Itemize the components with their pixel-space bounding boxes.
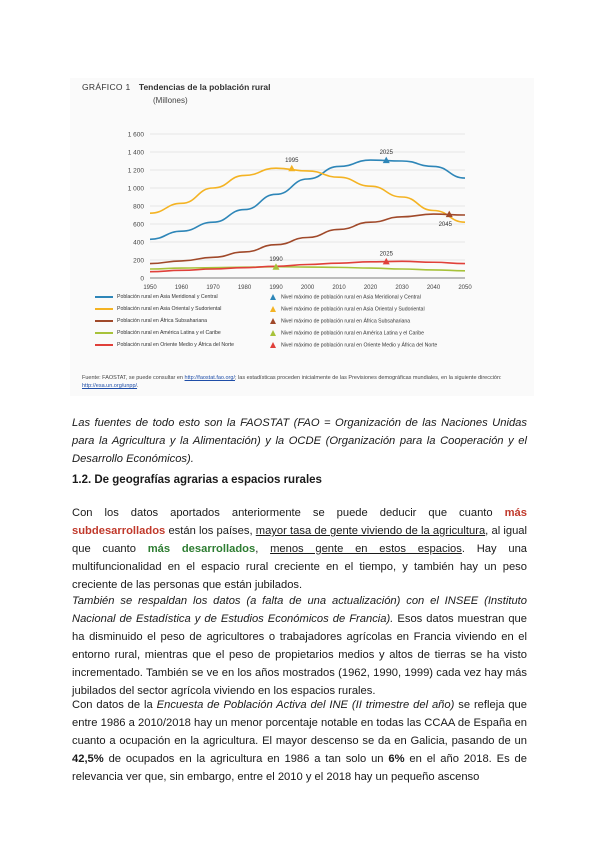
y-tick-label: 600 bbox=[133, 221, 144, 229]
source-text: Fuente: FAOSTAT, se puede consultar en bbox=[82, 375, 185, 381]
p1-underline-1: mayor tasa de gente viviendo de la agricultura bbox=[255, 525, 486, 537]
legend-swatch bbox=[95, 344, 113, 346]
y-tick-label: 800 bbox=[133, 203, 144, 211]
legend-label: Población rural en Asia Meridional y Central bbox=[117, 294, 218, 300]
p3-italic: Encuesta de Población Activa del INE (II trimestre del año) bbox=[156, 699, 455, 711]
figure-subtitle: (Millones) bbox=[153, 96, 188, 105]
paragraph-3 bbox=[72, 696, 527, 786]
x-tick-label: 2010 bbox=[332, 285, 346, 291]
legend-peak-item bbox=[270, 342, 437, 348]
legend-peak-label: Nivel máximo de población rural en Asia Oriental y Sudoriental bbox=[281, 306, 425, 313]
series-line-0 bbox=[150, 160, 465, 239]
p3-bold-2: 6% bbox=[388, 753, 405, 765]
legend-peak-label: Nivel máximo de población rural en América Latina y el Caribe bbox=[281, 330, 425, 337]
paragraph-1 bbox=[72, 504, 527, 594]
y-tick-label: 1 400 bbox=[127, 149, 144, 157]
figure-source bbox=[82, 374, 502, 390]
legend-swatch bbox=[95, 308, 113, 310]
series-line-2 bbox=[150, 214, 465, 264]
peak-label: 2045 bbox=[438, 222, 452, 229]
figure-caption: Las fuentes de todo esto son la FAOSTAT (FAO = Organización de las Naciones Unidas para la Agricultura y la Alimentación) y la OCDE (Organización para la Cooperación y el Desarrollo Económicos). bbox=[72, 417, 527, 465]
p1-text-i: . Hay una multifuncionalidad en el espacio rural creciente en el tiempo, y también hay un peso creciente de las personas que están jubilados. bbox=[72, 543, 528, 591]
p3-text-c: se refleja que entre 1986 a 2010/2018 hay un menor porcentaje notable en todas las CCAA de España en cuanto a ocupación en la agricultura. El mayor descenso se da en Galicia, pasando de un bbox=[72, 699, 527, 747]
peak-label: 1995 bbox=[285, 158, 299, 165]
legend-peak-item bbox=[270, 306, 425, 312]
p2-italic: También se respaldan los datos (a falta de una actualización) con el INSEE (Instituto Nacional de Estadística y de Estudios Económicos de Francia). bbox=[72, 595, 527, 625]
x-tick-label: 2000 bbox=[300, 285, 315, 291]
legend-swatch bbox=[95, 320, 113, 322]
legend-swatch bbox=[95, 332, 113, 334]
y-tick-label: 200 bbox=[133, 257, 144, 265]
legend-peak-label: Nivel máximo de población rural en África Subsahariana bbox=[281, 318, 411, 325]
legend-peak-item bbox=[270, 330, 424, 336]
x-tick-label: 1980 bbox=[237, 285, 252, 291]
p1-highlight-green: más desarrollados bbox=[147, 543, 256, 555]
figure-header bbox=[82, 82, 271, 92]
figure-number: GRÁFICO 1 bbox=[82, 82, 131, 92]
paragraph-2 bbox=[72, 592, 527, 700]
p1-highlight-red: más subdesarrollados bbox=[72, 507, 527, 537]
triangle-icon bbox=[270, 318, 276, 324]
legend-peak-item bbox=[270, 294, 421, 300]
x-tick-label: 1950 bbox=[143, 285, 157, 291]
legend-item bbox=[95, 318, 207, 324]
peak-label: 1990 bbox=[269, 256, 283, 263]
x-tick-label: 1960 bbox=[174, 285, 189, 291]
p3-text-a: Con datos de la bbox=[72, 699, 157, 711]
x-tick-label: 1970 bbox=[206, 285, 220, 291]
x-tick-label: 2040 bbox=[426, 285, 441, 291]
rural-population-chart bbox=[70, 118, 510, 293]
legend-item bbox=[95, 294, 218, 300]
p2-text: Esos datos muestran que ha disminuido el peso de agricultores o trabajadores agrícolas en Francia viviendo en el entorno rural, mientras que el peso de propietarios medios y altos de tierras se ha visto incrementado. También se ve en los años mostrados (1962, 1990, 1999) cada vez hay más jubilados del sector agrícola viviendo en los espacios rurales. bbox=[72, 613, 527, 697]
p3-text-e: de ocupados en la agricultura en 1986 a tan solo un bbox=[103, 753, 389, 765]
p3-text-g: en el año 2018. Es de relevancia ver que, sin embargo, entre el 2010 y el 2018 hay un pequeño ascenso bbox=[72, 753, 527, 783]
p3-bold-1: 42,5% bbox=[72, 753, 104, 765]
legend-peak-label: Nivel máximo de población rural en Oriente Medio y África del Norte bbox=[281, 342, 438, 349]
p1-text-e: , al igual que cuanto bbox=[72, 525, 527, 555]
y-tick-label: 1 000 bbox=[127, 185, 144, 193]
source-link-un[interactable]: http://esa.un.org/unpp/ bbox=[82, 383, 138, 389]
legend-swatch bbox=[95, 296, 113, 298]
legend-label: Población rural en Oriente Medio y África del Norte bbox=[117, 342, 235, 348]
p1-underline-2: menos gente en estos espacios bbox=[270, 543, 462, 555]
y-tick-label: 400 bbox=[133, 239, 144, 247]
source-end: . bbox=[137, 383, 139, 389]
source-link-faostat[interactable]: http://faostat.fao.org/ bbox=[184, 375, 235, 381]
figure-title: Tendencias de la población rural bbox=[138, 82, 271, 92]
p1-text-a: Con los datos aportados anteriormente se puede deducir que cuanto bbox=[72, 507, 505, 519]
legend-label: Población rural en América Latina y el Caribe bbox=[117, 330, 221, 336]
legend-item bbox=[95, 306, 221, 312]
p1-text-g: , bbox=[255, 543, 271, 555]
x-tick-label: 2030 bbox=[395, 285, 409, 291]
legend-peak-item bbox=[270, 318, 410, 324]
y-tick-label: 1 200 bbox=[127, 167, 144, 175]
peak-label: 2025 bbox=[379, 251, 393, 258]
section-heading: 1.2. De geografías agrarias a espacios rurales bbox=[72, 474, 322, 486]
legend-label: Población rural en África Subsahariana bbox=[117, 318, 207, 324]
y-tick-label: 0 bbox=[140, 275, 144, 283]
triangle-icon bbox=[270, 294, 276, 300]
y-tick-label: 1 600 bbox=[127, 131, 144, 139]
peak-label: 2025 bbox=[379, 150, 393, 157]
peak-marker-1 bbox=[288, 165, 295, 172]
legend-item bbox=[95, 330, 221, 336]
source-text-2: ; las estadísticas proceden inicialmente de las Previsiones demográficas mundiales, en la siguiente dirección: bbox=[234, 375, 502, 381]
triangle-icon bbox=[270, 342, 276, 348]
legend-item bbox=[95, 342, 234, 348]
legend-label: Población rural en Asia Oriental y Sudoriental bbox=[117, 306, 222, 312]
series-line-1 bbox=[150, 168, 465, 222]
triangle-icon bbox=[270, 306, 276, 312]
triangle-icon bbox=[270, 330, 276, 336]
x-tick-label: 1990 bbox=[269, 285, 283, 291]
x-tick-label: 2020 bbox=[363, 285, 378, 291]
legend-peak-label: Nivel máximo de población rural en Asia Meridional y Central bbox=[281, 294, 421, 301]
x-tick-label: 2050 bbox=[458, 285, 472, 291]
p1-text-c: están los países, bbox=[165, 525, 256, 537]
